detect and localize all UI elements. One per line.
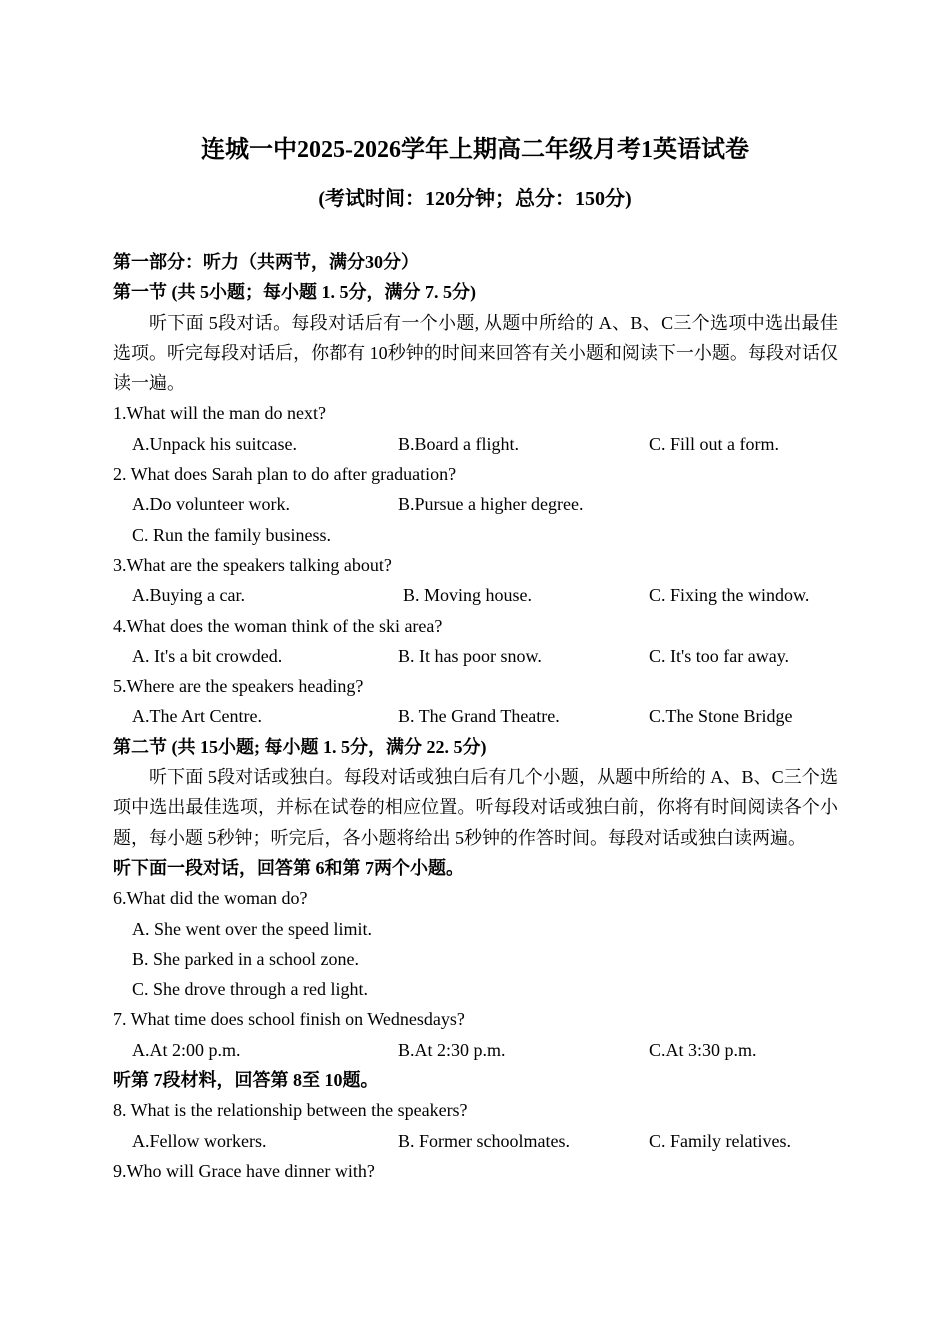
option-b: B. She parked in a school zone. <box>132 948 359 969</box>
option-c: C. She drove through a red light. <box>132 979 368 1000</box>
option-b: B.At 2:30 p.m. <box>398 1039 506 1060</box>
option-a: A. She went over the speed limit. <box>132 918 372 939</box>
options-row <box>113 944 838 974</box>
option-c: C. Fixing the window. <box>649 585 810 606</box>
option-c: C.At 3:30 p.m. <box>649 1039 757 1060</box>
option-c: C. Fill out a form. <box>649 433 779 454</box>
options-row <box>113 580 838 610</box>
option-a: A.The Art Centre. <box>132 706 262 727</box>
section-heading: 第二节 (共 15小题; 每小题 1. 5分，满分 22. 5分) <box>113 736 487 757</box>
section-instructions: 听下面 5段对话。每段对话后有一个小题, 从题中所给的 A、B、C三个选项中选出最佳选项。听完每段对话后，你都有 10秒钟的时间来回答有关小题和阅读下一小题。每段对话仅读一遍。 <box>113 312 838 394</box>
options-row <box>113 520 838 550</box>
exam-info: (考试时间：120分钟；总分：150分) <box>318 188 632 210</box>
option-a: A.Do volunteer work. <box>132 494 290 515</box>
question-text: 1.What will the man do next? <box>113 403 326 424</box>
question-text: 4.What does the woman think of the ski area? <box>113 615 443 636</box>
option-a: A.Fellow workers. <box>132 1130 267 1151</box>
question-text: 5.Where are the speakers heading? <box>113 676 364 697</box>
options-row <box>113 1035 838 1065</box>
question-text: 8. What is the relationship between the speakers? <box>113 1100 468 1121</box>
options-row <box>113 1126 838 1156</box>
option-b: B. It has poor snow. <box>398 645 542 666</box>
section-instructions: 听下面 5段对话或独白。每段对话或独白后有几个小题，从题中所给的 A、B、C三个选项中选出最佳选项，并标在试卷的相应位置。听每段对话或独白前，你将有时间阅读各个小题，每小题 5秒钟；听完后，各小题将给出 5秒钟的作答时间。每段对话或独白读两遍。 <box>113 767 838 848</box>
question-text: 3.What are the speakers talking about? <box>113 554 392 575</box>
group-heading: 听下面一段对话，回答第 6和第 7两个小题。 <box>113 857 464 878</box>
question-text: 7. What time does school finish on Wednesdays? <box>113 1009 465 1030</box>
options-row <box>113 914 838 944</box>
options-row <box>113 701 838 731</box>
section-heading: 第一节 (共 5小题；每小题 1. 5分，满分 7. 5分) <box>113 282 476 303</box>
option-b: B. The Grand Theatre. <box>398 706 560 727</box>
option-b: B.Board a flight. <box>398 433 519 454</box>
option-b: B.Pursue a higher degree. <box>398 494 584 515</box>
options-row <box>113 429 838 459</box>
group-heading: 听第 7段材料，回答第 8至 10题。 <box>113 1070 379 1091</box>
option-a: A. It's a bit crowded. <box>132 645 283 666</box>
part-heading: 第一部分：听力（共两节，满分30分） <box>113 252 419 272</box>
option-a: A.At 2:00 p.m. <box>132 1039 241 1060</box>
option-a: A.Buying a car. <box>132 585 245 606</box>
option-c: C. It's too far away. <box>649 645 790 666</box>
option-b: B. Moving house. <box>403 585 533 606</box>
page-title: 连城一中2025-2026学年上期高二年级月考1英语试卷 <box>201 137 749 163</box>
exam-body <box>113 247 838 1186</box>
option-b: B. Former schoolmates. <box>398 1130 570 1151</box>
options-row <box>113 974 838 1004</box>
option-c: C. Family relatives. <box>649 1130 791 1151</box>
option-a: A.Unpack his suitcase. <box>132 433 297 454</box>
option-c: C.The Stone Bridge <box>649 706 793 727</box>
option-c: C. Run the family business. <box>132 524 331 545</box>
question-text: 6.What did the woman do? <box>113 888 308 909</box>
options-row <box>113 489 838 519</box>
question-text: 9.Who will Grace have dinner with? <box>113 1160 375 1181</box>
options-row <box>113 641 838 671</box>
question-text: 2. What does Sarah plan to do after graduation? <box>113 464 457 485</box>
